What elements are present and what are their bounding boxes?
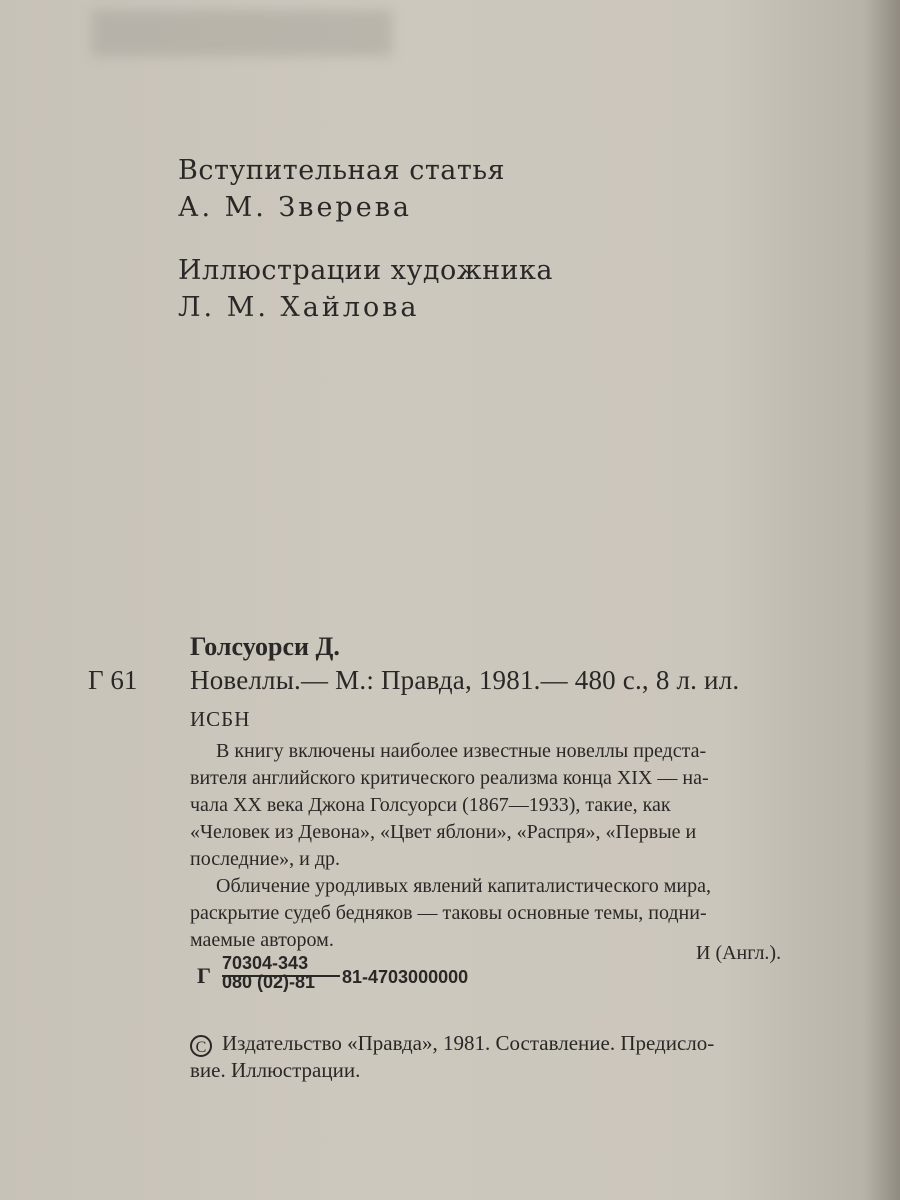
annotation-line: В книгу включены наиболее известные новеллы предста-	[216, 740, 707, 762]
intro-label: Вступительная статья	[178, 155, 506, 186]
bibliographic-record: Новеллы.— М.: Правда, 1981.— 480 с., 8 л. ил.	[190, 665, 740, 695]
language-note: И (Англ.).	[696, 942, 782, 964]
illus-name: Л. М. Хайлова	[178, 292, 420, 323]
annotation-line: Обличение уродливых явлений капиталистического мира,	[216, 875, 711, 897]
illus-label: Иллюстрации художника	[178, 255, 554, 286]
intro-name: А. М. Зверева	[178, 192, 412, 223]
code-numerator: 70304-343	[222, 953, 309, 973]
ink-bleed-through	[92, 10, 392, 56]
copyright-icon: C	[190, 1035, 212, 1057]
annotation-line: раскрытие судеб бедняков — таковы основные темы, подни-	[190, 902, 707, 924]
annotation-line: маемые автором.	[190, 929, 334, 951]
catalog-index-code: Г 61	[88, 665, 138, 695]
annotation-line: последние», и др.	[190, 848, 341, 870]
copyright-notice	[190, 1030, 850, 1083]
code-denominator: 080 (02)-81	[222, 972, 316, 992]
code-suffix: 81-4703000000	[342, 967, 469, 987]
copyright-line: вие. Иллюстрации.	[190, 1058, 361, 1082]
annotation-line: «Человек из Девона», «Цвет яблони», «Распря», «Первые и	[190, 821, 697, 843]
catalog-author: Голсуорси Д.	[190, 632, 340, 661]
isbn-label: ИСБН	[190, 707, 251, 731]
code-letter: Г	[197, 963, 211, 988]
annotation-line: вителя английского критического реализма конца XIX — на-	[190, 767, 709, 789]
introduction-credit	[178, 152, 505, 226]
copyright-line: Издательство «Правда», 1981. Составление. Предисло-	[222, 1031, 715, 1055]
annotation-line: чала XX века Джона Голсуорси (1867—1933), такие, как	[190, 794, 671, 816]
illustrations-credit	[178, 252, 553, 326]
